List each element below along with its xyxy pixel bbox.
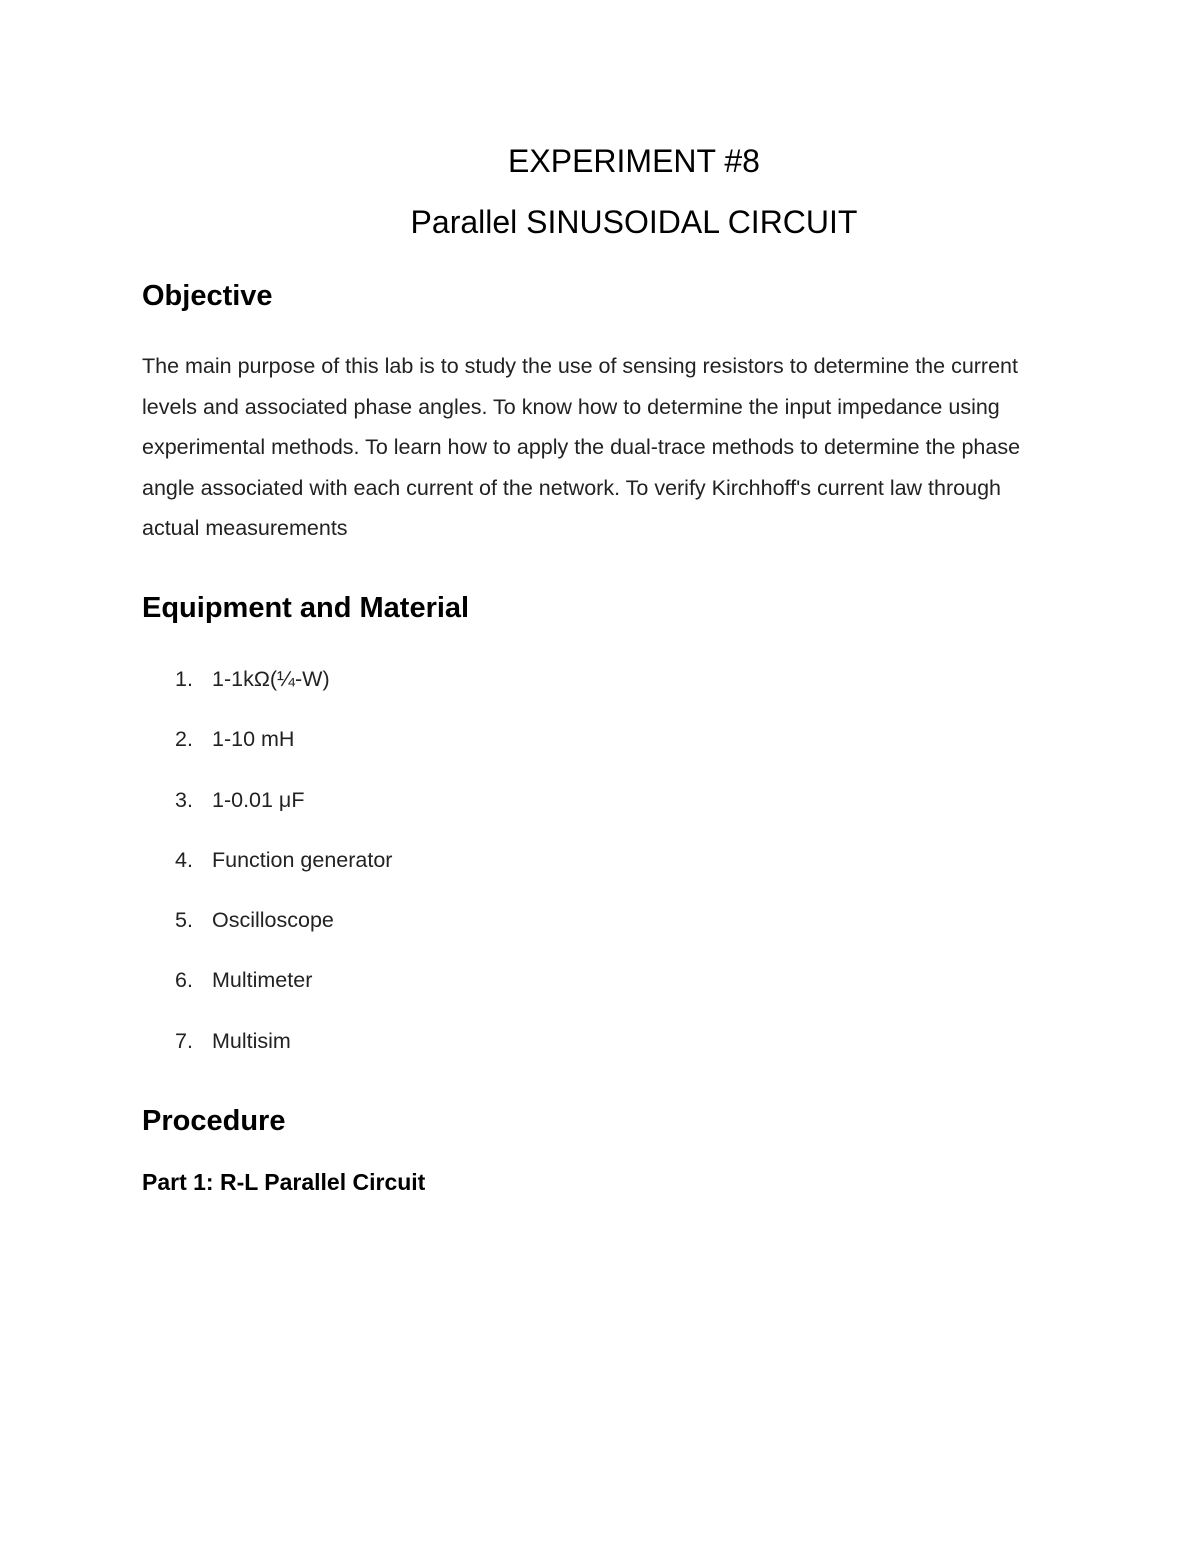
equipment-item-number: 2. <box>175 727 193 751</box>
objective-heading: Objective <box>142 280 273 312</box>
equipment-item-number: 5. <box>175 908 193 932</box>
equipment-item-label: Multimeter <box>212 968 313 992</box>
document-subtitle: Parallel SINUSOIDAL CIRCUIT <box>410 204 858 240</box>
objective-text: The main purpose of this lab is to study the use of sensing resistors to determine the current levels and associated phase angles. To know how to determine the input impedance using experimental methods. To learn how to apply the dual-trace methods to determine the phase angle associated with each current of the network. To verify Kirchhoff's current law through actual measurements <box>142 354 1021 540</box>
part1-heading: Part 1: R-L Parallel Circuit <box>142 1169 426 1195</box>
equipment-item-label: Function generator <box>212 848 393 872</box>
equipment-item-label: 1-10 mH <box>212 727 295 751</box>
equipment-heading: Equipment and Material <box>142 592 470 624</box>
equipment-item-label: Oscilloscope <box>212 908 334 932</box>
equipment-item-label: 1-0.01 μF <box>212 788 305 812</box>
equipment-item-number: 4. <box>175 848 193 872</box>
equipment-item-label: 1-1kΩ(¼-W) <box>212 667 330 691</box>
equipment-item-label: Multisim <box>212 1029 291 1053</box>
equipment-item-number: 6. <box>175 968 193 992</box>
equipment-item-number: 1. <box>175 667 193 691</box>
document-title: EXPERIMENT #8 <box>508 143 760 179</box>
equipment-item-number: 3. <box>175 788 193 812</box>
procedure-heading: Procedure <box>142 1105 286 1137</box>
equipment-item-number: 7. <box>175 1029 193 1053</box>
